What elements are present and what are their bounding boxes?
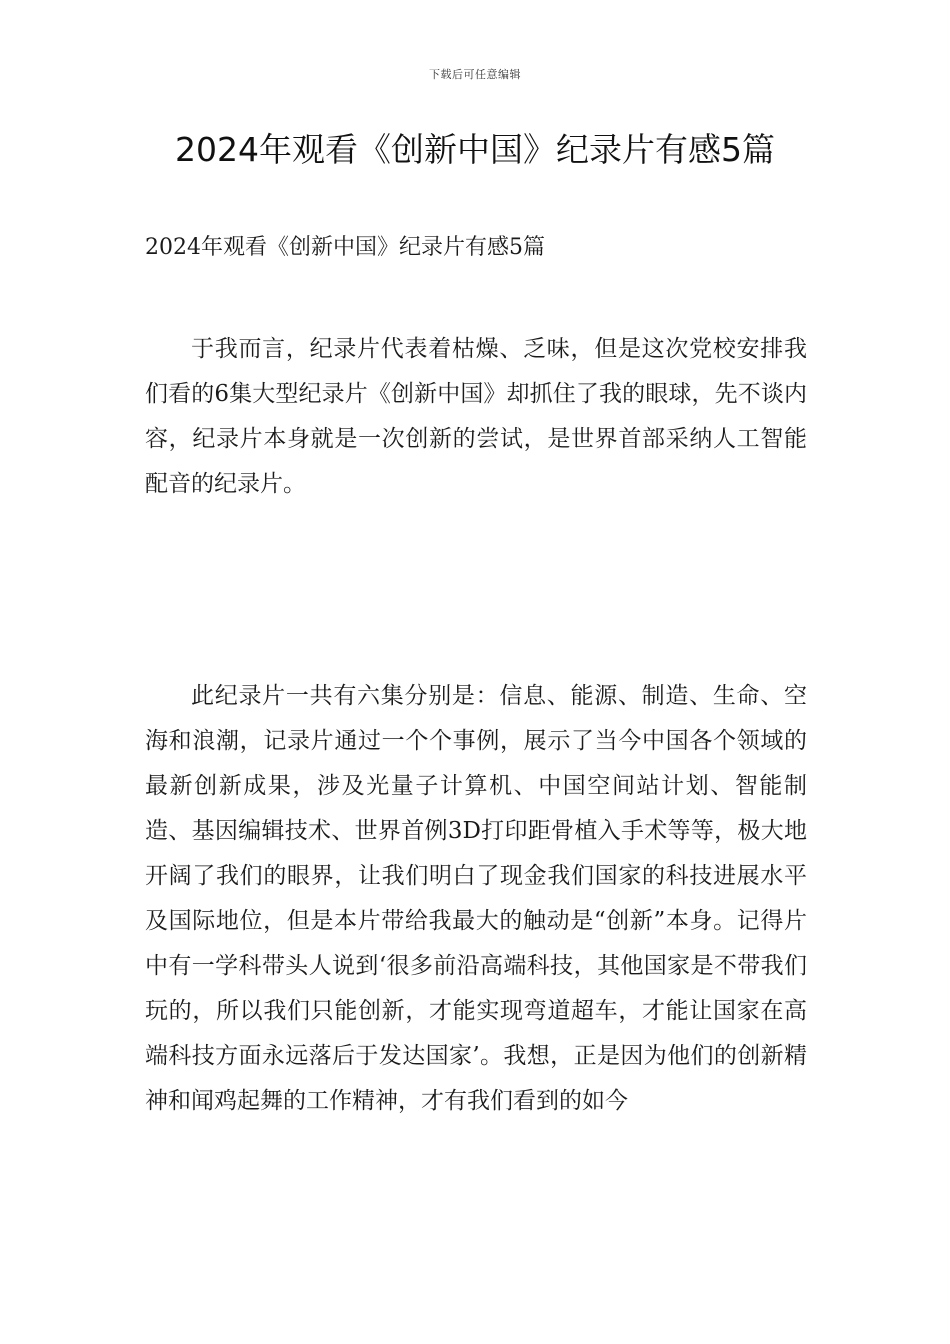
body-paragraph-1: 于我而言，纪录片代表着枯燥、乏味，但是这次党校安排我们看的6集大型纪录片《创新中国》却抓住了我的眼球，先不谈内容，纪录片本身就是一次创新的尝试，是世界首部采纳人工智能配音的纪录片。 bbox=[145, 336, 807, 497]
header-note: 下载后可任意编辑 bbox=[429, 68, 521, 81]
document-title: 2024年观看《创新中国》纪录片有感5篇 bbox=[175, 130, 775, 169]
body-paragraph-2: 此纪录片一共有六集分别是：信息、能源、制造、生命、空海和浪潮，记录片通过一个个事例，展示了当今中国各个领域的最新创新成果，涉及光量子计算机、中国空间站计划、智能制造、基因编辑技术、世界首例3D打印距骨植入手术等等，极大地开阔了我们的眼界，让我们明白了现金我们国家的科技进展水平及国际地位，但是本片带给我最大的触动是“创新”本身。记得片中有一学科带头人说到‘很多前沿高端科技，其他国家是不带我们玩的，所以我们只能创新，才能实现弯道超车，才能让国家在高端科技方面永远落后于发达国家’。我想，正是因为他们的创新精神和闻鸡起舞的工作精神，才有我们看到的如今 bbox=[145, 683, 807, 1114]
document-subtitle: 2024年观看《创新中国》纪录片有感5篇 bbox=[145, 235, 545, 260]
